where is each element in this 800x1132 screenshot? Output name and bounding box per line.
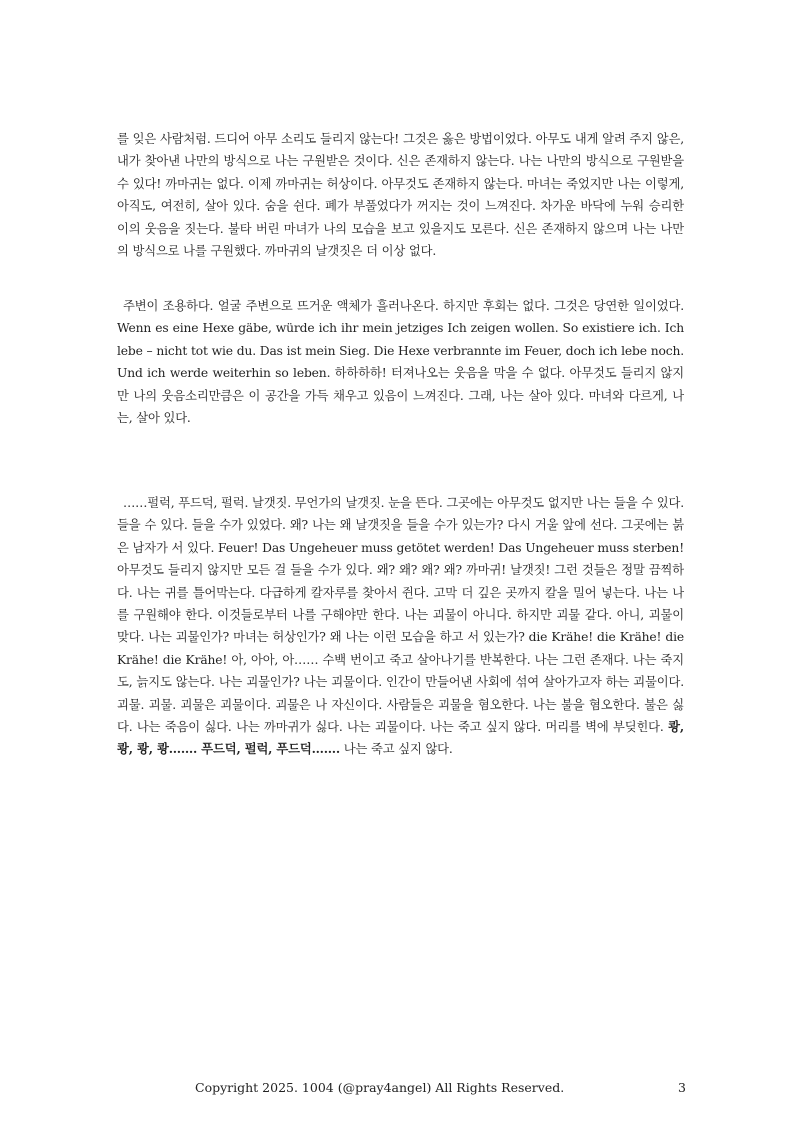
page-number: 3 [678, 1080, 686, 1095]
paragraph-3-ending: 나는 죽고 싶지 않다. [340, 742, 453, 757]
paragraph-3-text: ……펄럭, 푸드덕, 펄럭. 날갯짓. 무언가의 날갯짓. 눈을 뜬다. 그곳에는 아무것도 없지만 나는 들을 수 있다. 들을 수 있다. 들을 수가 있었다. 왜? 나는 왜 날갯짓을 들을 수가 있는가? 다시 거울 앞에 선다. 그곳에는 붉은 남자가 서 있다. Feuer! Das Ungeheuer muss getötet werden! Das Ungeheuer muss sterben! 아무것도 들리지 않지만 모든 걸 들을 수가 있다. 왜? 왜? 왜? 왜? 까마귀! 날갯짓! 그런 것들은 정말 끔찍하다. 나는 귀를 틀어막는다. 다급하게 칼자루를 찾아서 쥔다. 고막 더 깊은 곳까지 칼을 밀어 넣는다. 나는 나를 구원해야 한다. 이것들로부터 나를 구해야만 한다. 나는 괴물이 아니다. 하지만 괴물 같다. 아니, 괴물이 맞다. 나는 괴물인가? 마녀는 허상인가? 왜 나는 이런 모습을 하고 서 있는가? die Krähe! die Krähe! die Krähe! die Krähe! 아, 아아, 아…… 수백 번이고 죽고 살아나기를 반복한다. 나는 그런 존재다. 나는 죽지도, 늙지도 않는다. 나는 괴물인가? 나는 괴물이다. 인간이 만들어낸 사회에 섞여 살아가고자 하는 괴물이다. 괴물. 괴물. 괴물은 괴물이다. 괴물은 나 자신이다. 사람들은 괴물을 혐오한다. 나는 불을 혐오한다. 불은 싫다. 나는 죽음이 싫다. 나는 까마귀가 싫다. 나는 괴물이다. 나는 죽고 싶지 않다. 머리를 벽에 부딪힌다. [117, 496, 684, 735]
paragraph-2: 주변이 조용하다. 얼굴 주변으로 뜨거운 액체가 흘러나온다. 하지만 후회는 없다. 그것은 당연한 일이었다. Wenn es eine Hexe gäbe, würde ich ihr mein jetziges Ich zeigen wollen. So existiere ich. Ich lebe – nicht tot wie du. Das ist mein Sieg. Die Hexe verbrannte im Feuer, doch ich lebe noch. Und ich werde weiterhin so leben. 하하하하! 터져나오는 웃음을 막을 수 없다. 아무것도 들리지 않지만 나의 웃음소리만큼은 이 공간을 가득 채우고 있음이 느껴진다. 그래, 나는 살아 있다. 마녀와 다르게, 나는, 살아 있다. [117, 299, 684, 426]
page-footer [0, 1080, 800, 1100]
copyright-notice: Copyright 2025. 1004 (@pray4angel) All Rights Reserved. [195, 1080, 565, 1095]
paragraph-3 [117, 492, 684, 761]
paragraph-1: 를 잊은 사람처럼. 드디어 아무 소리도 들리지 않는다! 그것은 옳은 방법이었다. 아무도 내게 알려 주지 않은, 내가 찾아낸 나만의 방식으로 나는 구원받은 것이다. 신은 존재하지 않는다. 나는 나만의 방식으로 구원받을 수 있다! 까마귀는 없다. 이제 까마귀는 허상이다. 아무것도 존재하지 않는다. 마녀는 죽었지만 나는 이렇게, 아직도, 여전히, 살아 있다. 숨을 쉰다. 폐가 부풀었다가 꺼지는 것이 느껴진다. 차가운 바닥에 누워 승리한 이의 웃음을 짓는다. 불타 버린 마녀가 나의 모습을 보고 있을지도 모른다. 신은 존재하지 않으며 나는 나만의 방식으로 나를 구원했다. 까마귀의 날갯짓은 더 이상 없다. [117, 132, 684, 259]
paragraph-3-bold-text: 쾅, 쾅, 쾅, 쾅……. 푸드덕, 펄럭, 푸드덕……. [117, 719, 684, 757]
